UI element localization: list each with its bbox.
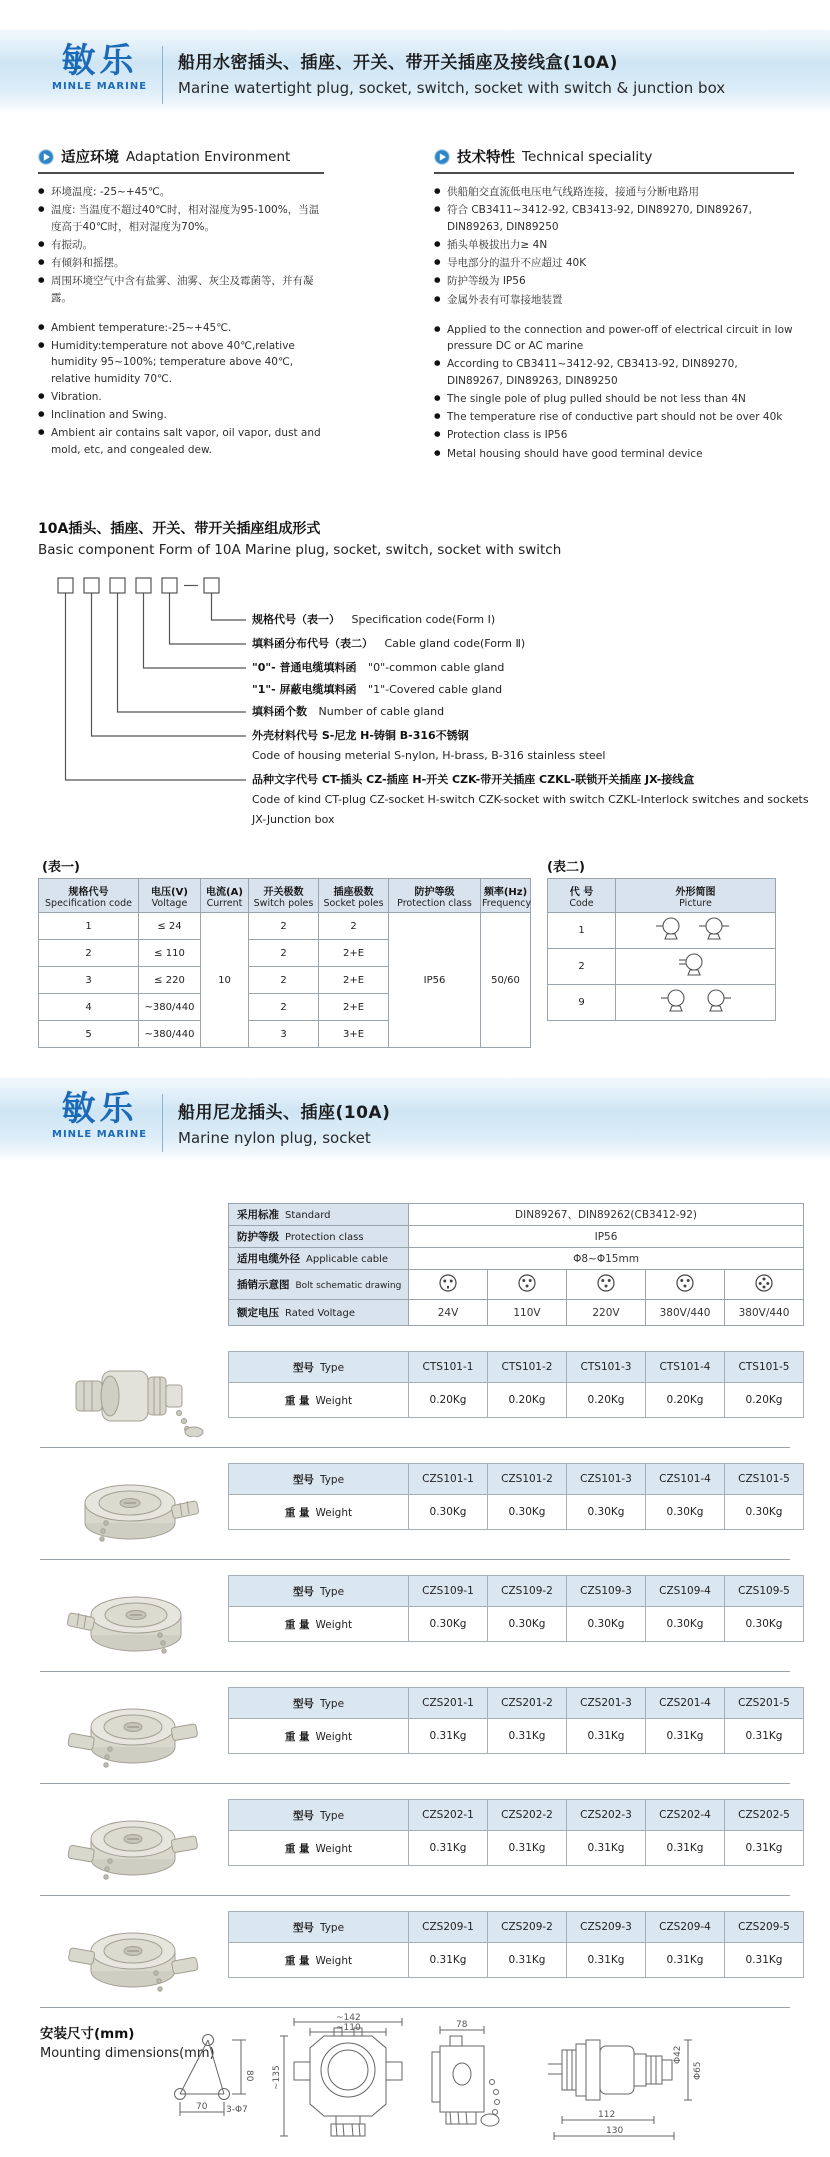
code-label-cn: 填料函个数	[252, 705, 307, 718]
technical-list-cn	[434, 184, 794, 308]
type-label: 型号 Type	[229, 1800, 409, 1831]
product-row	[0, 1783, 830, 1895]
spec-label: 防护等级 Protection class	[229, 1226, 409, 1248]
list-item: ● The single pole of plug pulled should be not less than 4N	[434, 391, 794, 407]
product-weight-row	[229, 1943, 804, 1978]
table-cell: ≤ 110	[139, 940, 201, 967]
pin-diagram-icon	[675, 1273, 695, 1293]
voltage-cell: 380V/440	[725, 1300, 804, 1326]
model-cell: CTS101-5	[725, 1352, 804, 1383]
code-label-en: Cable gland code(Form Ⅱ)	[384, 637, 526, 650]
product-photo	[58, 1905, 208, 1997]
code-label-cn: 规格代号（表一）	[252, 613, 340, 626]
table-cell: 2	[249, 967, 319, 994]
table-cell: 1	[39, 913, 139, 940]
code-label	[252, 792, 809, 807]
weight-cell: 0.30Kg	[488, 1607, 567, 1642]
spec-label: 采用标准 Standard	[229, 1204, 409, 1226]
code-label	[252, 682, 502, 697]
pin-diagram-icon	[754, 1273, 774, 1293]
model-cell: CZS101-2	[488, 1464, 567, 1495]
table-cell: 3	[249, 1021, 319, 1048]
code-label-cn: "0"- 普通电缆填料函	[252, 661, 357, 674]
code-label-cn: 外壳材料代号 S-尼龙 H-铸铜 B-316不锈钢	[252, 729, 469, 742]
adaptation-header	[38, 146, 324, 174]
spec-value: IP56	[409, 1226, 804, 1248]
header-cell: 频率(Hz) Frequency	[481, 879, 531, 913]
model-cell: CZS209-1	[409, 1912, 488, 1943]
weight-cell: 0.31Kg	[488, 1831, 567, 1866]
header-cell: 开关极数 Switch poles	[249, 879, 319, 913]
code-label	[252, 704, 444, 719]
weight-label: 重 量 Weight	[229, 1719, 409, 1754]
list-item: ● Protection class is IP56	[434, 427, 794, 443]
voltage-cell: 220V	[567, 1300, 646, 1326]
product-table	[228, 1799, 804, 1866]
pin-diagram-icon	[517, 1273, 537, 1293]
dimension-label: 3-Φ7	[226, 2105, 248, 2115]
weight-cell: 0.20Kg	[646, 1383, 725, 1418]
table-cell: ≤ 220	[139, 967, 201, 994]
section-technical	[434, 146, 794, 464]
table-cell: 2	[548, 949, 616, 985]
list-item: ● 金属外表有可靠接地装置	[434, 292, 794, 308]
product-row	[0, 1447, 830, 1559]
weight-cell: 0.30Kg	[725, 1607, 804, 1642]
table-cell: 2	[249, 913, 319, 940]
weight-cell: 0.30Kg	[567, 1495, 646, 1530]
weight-label: 重 量 Weight	[229, 1831, 409, 1866]
adaptation-title-cn: 适应环境	[61, 150, 119, 166]
dimension-label: Φ42	[673, 2045, 683, 2064]
weight-cell: 0.31Kg	[646, 1943, 725, 1978]
page-title-en: Marine watertight plug, socket, switch, socket with switch & junction box	[178, 79, 726, 97]
model-cell: CZS101-5	[725, 1464, 804, 1495]
product-photo	[58, 1793, 208, 1885]
header-cell: 规格代号 Specification code	[39, 879, 139, 913]
spec-value: DIN89267、DIN89262(CB3412-92)	[409, 1204, 804, 1226]
table-row	[229, 1300, 804, 1326]
weight-cell: 0.20Kg	[409, 1383, 488, 1418]
adaptation-title-en: Adaptation Environment	[126, 148, 291, 165]
weight-cell: 0.31Kg	[725, 1943, 804, 1978]
product-weight-row	[229, 1607, 804, 1642]
list-item: ● According to CB3411~3412-92, CB3413-92, DIN89270, DIN89267, DIN89263, DIN89250	[434, 356, 794, 389]
table-cell: 3	[39, 967, 139, 994]
header-cell: 插座极数 Socket poles	[319, 879, 389, 913]
table-cell: 2+E	[319, 967, 389, 994]
type-label: 型号 Type	[229, 1688, 409, 1719]
table-row	[229, 1204, 804, 1226]
weight-cell: 0.31Kg	[567, 1831, 646, 1866]
section-component-form	[38, 518, 809, 872]
header-cell: 防护等级 Protection class	[389, 879, 481, 913]
page-title-block	[178, 48, 778, 97]
list-item: ● Humidity:temperature not above 40℃,relative humidity 95~100%; temperature above 40℃, relative humidity 70℃.	[38, 338, 324, 387]
model-cell: CZS202-4	[646, 1800, 725, 1831]
code-label	[252, 660, 504, 675]
type-label: 型号 Type	[229, 1464, 409, 1495]
table-row	[548, 985, 776, 1021]
table-row	[548, 949, 776, 985]
form1-table	[38, 878, 531, 1048]
model-cell: CZS209-3	[567, 1912, 646, 1943]
product-photo	[58, 1681, 208, 1773]
list-item: ● 温度: 当温度不超过40℃时，相对湿度为95-100%，当温度高于40℃时，相对湿度为70%。	[38, 202, 324, 235]
table-cell: 3+E	[319, 1021, 389, 1048]
code-label	[252, 728, 477, 743]
weight-cell: 0.31Kg	[409, 1831, 488, 1866]
list-item: ● Ambient air contains salt vapor, oil vapor, dust and mold, etc, and congealed dew.	[38, 425, 324, 458]
table-header-row	[39, 879, 531, 913]
product-type-row	[229, 1576, 804, 1607]
pin-diagram-icon	[596, 1273, 616, 1293]
dimension-label: 80	[244, 2070, 254, 2082]
header-cell: 外形简图 Picture	[616, 879, 776, 913]
pin-diagram-cell	[488, 1270, 567, 1300]
product-row	[0, 1335, 830, 1447]
pin-diagram-cell	[725, 1270, 804, 1300]
model-cell: CZS109-3	[567, 1576, 646, 1607]
product-table	[228, 1911, 804, 1978]
dimension-label: ~110	[336, 2023, 361, 2033]
picture-cell	[616, 913, 776, 949]
product-row	[0, 1671, 830, 1783]
pin-diagram-cell	[567, 1270, 646, 1300]
table-cell: 2	[319, 913, 389, 940]
model-cell: CZS201-2	[488, 1688, 567, 1719]
product-row	[0, 1895, 830, 2007]
product-table	[228, 1687, 804, 1754]
pin-diagram-cell	[646, 1270, 725, 1300]
product-type-row	[229, 1464, 804, 1495]
table-cell: ≤ 24	[139, 913, 201, 940]
model-cell: CZS109-4	[646, 1576, 725, 1607]
model-cell: CTS101-4	[646, 1352, 725, 1383]
logo-en-text: MINLE MARINE	[52, 1129, 148, 1140]
product-weight-row	[229, 1831, 804, 1866]
brand-logo	[52, 41, 148, 92]
model-cell: CZS202-1	[409, 1800, 488, 1831]
code-diagram	[38, 572, 809, 872]
voltage-cell: 380V/440	[646, 1300, 725, 1326]
table-cell: 50/60	[481, 913, 531, 1048]
table-cell: 10	[201, 913, 249, 1048]
model-cell: CZS202-5	[725, 1800, 804, 1831]
adaptation-list-cn	[38, 184, 324, 306]
table-cell: 9	[548, 985, 616, 1021]
technical-title-cn: 技术特性	[457, 150, 515, 166]
model-cell: CZS201-3	[567, 1688, 646, 1719]
dimension-label: Φ65	[693, 2061, 703, 2080]
list-item: ● 有振动。	[38, 237, 324, 253]
code-label-en: "0"-common cable gland	[368, 661, 505, 674]
product-photo	[58, 1345, 208, 1437]
header-cell: 代 号 Code	[548, 879, 616, 913]
list-item: ● 有倾斜和摇摆。	[38, 255, 324, 271]
table-row	[229, 1248, 804, 1270]
table-cell: 2+E	[319, 940, 389, 967]
logo-cn-text: 敏乐	[61, 1089, 138, 1129]
technical-title-en: Technical speciality	[522, 148, 653, 165]
list-item: ● Vibration.	[38, 389, 324, 405]
model-cell: CZS101-1	[409, 1464, 488, 1495]
weight-cell: 0.31Kg	[725, 1719, 804, 1754]
code-label	[252, 748, 605, 763]
code-label-cn: 填料函分布代号（表二）	[252, 637, 373, 650]
list-item: ● 环境温度: -25~+45℃。	[38, 184, 324, 200]
model-cell: CTS101-3	[567, 1352, 646, 1383]
model-cell: CZS202-2	[488, 1800, 567, 1831]
list-item: ● 插头单极拔出力≥ 4N	[434, 237, 794, 253]
section-bullet-icon	[434, 149, 450, 165]
type-label: 型号 Type	[229, 1912, 409, 1943]
dimension-label: 78	[456, 2020, 468, 2030]
voltage-cell: 110V	[488, 1300, 567, 1326]
list-item: ● 导电部分的温升不应超过 40K	[434, 255, 794, 271]
section-adaptation	[38, 146, 324, 460]
code-label	[252, 612, 495, 627]
table-row	[548, 913, 776, 949]
spec-label: 插销示意图 Bolt schematic drawing	[229, 1270, 409, 1300]
page-title-cn: 船用尼龙插头、插座(10A)	[178, 1103, 391, 1123]
list-item: ● Ambient temperature:-25~+45℃.	[38, 320, 324, 336]
model-cell: CZS209-5	[725, 1912, 804, 1943]
voltage-cell: 24V	[409, 1300, 488, 1326]
weight-cell: 0.31Kg	[409, 1943, 488, 1978]
spec-label: 适用电缆外径 Applicable cable	[229, 1248, 409, 1270]
section-bullet-icon	[38, 149, 54, 165]
page-title-block	[178, 1098, 778, 1147]
model-cell: CZS209-2	[488, 1912, 567, 1943]
weight-cell: 0.31Kg	[488, 1719, 567, 1754]
form2-table	[547, 878, 776, 1021]
form1-caption: (表一)	[42, 860, 80, 875]
type-label: 型号 Type	[229, 1352, 409, 1383]
code-label-en: "1"-Covered cable gland	[368, 683, 503, 696]
mounting-drawings	[128, 2012, 788, 2152]
product-type-row	[229, 1912, 804, 1943]
pin-diagram-icon	[438, 1273, 458, 1293]
header-cell: 电压(V) Voltage	[139, 879, 201, 913]
dimension-label: ~135	[272, 2065, 282, 2090]
code-label-cn: "1"- 屏蔽电缆填料函	[252, 683, 357, 696]
table-cell: 1	[548, 913, 616, 949]
model-cell: CZS109-2	[488, 1576, 567, 1607]
list-item: ● Metal housing should have good terminal device	[434, 446, 794, 462]
model-cell: CZS109-1	[409, 1576, 488, 1607]
weight-label: 重 量 Weight	[229, 1495, 409, 1530]
weight-cell: 0.30Kg	[646, 1607, 725, 1642]
model-cell: CZS201-5	[725, 1688, 804, 1719]
logo-en-text: MINLE MARINE	[52, 81, 148, 92]
code-label-cn: 品种文字代号 CT-插头 CZ-插座 H-开关 CZK-带开关插座 CZKL-联锁开关插座 JX-接线盒	[252, 773, 695, 786]
page-title-cn: 船用水密插头、插座、开关、带开关插座及接线盒(10A)	[178, 53, 618, 73]
weight-cell: 0.31Kg	[567, 1719, 646, 1754]
spec-label: 额定电压 Rated Voltage	[229, 1300, 409, 1326]
weight-cell: 0.31Kg	[646, 1831, 725, 1866]
model-cell: CZS209-4	[646, 1912, 725, 1943]
code-label-en: Code of housing meterial S-nylon, H-brass, B-316 stainless steel	[252, 749, 606, 762]
product-weight-row	[229, 1383, 804, 1418]
table-cell: ~380/440	[139, 1021, 201, 1048]
weight-label: 重 量 Weight	[229, 1383, 409, 1418]
adaptation-list-en	[38, 320, 324, 458]
dimension-label: 130	[606, 2126, 624, 2136]
page-title-en: Marine nylon plug, socket	[178, 1129, 371, 1147]
product-weight-row	[229, 1495, 804, 1530]
table-row	[39, 913, 531, 940]
model-cell: CZS202-3	[567, 1800, 646, 1831]
list-item: ● 周围环境空气中含有盐雾、油雾、灰尘及霉菌等，并有凝露。	[38, 273, 324, 306]
header-divider	[162, 46, 163, 104]
dimension-label: 112	[598, 2110, 616, 2120]
weight-cell: 0.30Kg	[409, 1607, 488, 1642]
weight-cell: 0.20Kg	[567, 1383, 646, 1418]
weight-cell: 0.31Kg	[409, 1719, 488, 1754]
table-cell: 2	[249, 940, 319, 967]
pin-diagram-cell	[409, 1270, 488, 1300]
header-divider	[162, 1094, 163, 1152]
code-label-en: Code of kind CT-plug CZ-socket H-switch CZK-socket with switch CZKL-Interlock switches and sockets	[252, 793, 809, 806]
list-item: ● 供船舶交直流低电压电气线路连接，接通与分断电路用	[434, 184, 794, 200]
spec-table	[228, 1203, 804, 1326]
model-cell: CZS101-3	[567, 1464, 646, 1495]
table-cell: 2+E	[319, 994, 389, 1021]
weight-cell: 0.30Kg	[409, 1495, 488, 1530]
logo-cn-text: 敏乐	[61, 41, 138, 81]
picture-cell	[616, 985, 776, 1021]
model-cell: CTS101-2	[488, 1352, 567, 1383]
product-weight-row	[229, 1719, 804, 1754]
code-label	[252, 772, 702, 787]
weight-cell: 0.20Kg	[725, 1383, 804, 1418]
table-cell: ~380/440	[139, 994, 201, 1021]
socket-outline-icon	[646, 987, 746, 1015]
code-label	[252, 636, 525, 651]
model-cell: CZS109-5	[725, 1576, 804, 1607]
socket-outline-icon	[646, 951, 746, 979]
table-cell: 2	[39, 940, 139, 967]
table-row	[229, 1226, 804, 1248]
product-type-row	[229, 1688, 804, 1719]
mounting-title-cn: 安装尺寸(mm)	[40, 2026, 135, 2042]
table-row	[229, 1270, 804, 1300]
code-label-en: JX-Junction box	[252, 813, 335, 826]
weight-cell: 0.30Kg	[725, 1495, 804, 1530]
component-title-cn: 10A插头、插座、开关、带开关插座组成形式	[38, 521, 321, 537]
table-cell: 4	[39, 994, 139, 1021]
mounting-title-en: Mounting dimensions(mm)	[40, 2046, 215, 2061]
code-label-en: Specification code(Form Ⅰ)	[351, 613, 496, 626]
product-type-row	[229, 1800, 804, 1831]
table-header-row	[548, 879, 776, 913]
dimension-label: 70	[196, 2102, 208, 2112]
product-row	[0, 1559, 830, 1671]
product-type-row	[229, 1352, 804, 1383]
weight-cell: 0.31Kg	[488, 1943, 567, 1978]
brand-logo	[52, 1089, 148, 1140]
model-cell: CZS201-4	[646, 1688, 725, 1719]
separator-line	[40, 2007, 790, 2008]
table-cell: 5	[39, 1021, 139, 1048]
technical-list-en	[434, 322, 794, 462]
type-label: 型号 Type	[229, 1576, 409, 1607]
weight-label: 重 量 Weight	[229, 1943, 409, 1978]
header-cell: 电流(A) Current	[201, 879, 249, 913]
weight-label: 重 量 Weight	[229, 1607, 409, 1642]
component-title-en: Basic component Form of 10A Marine plug, socket, switch, socket with switch	[38, 542, 562, 558]
weight-cell: 0.31Kg	[646, 1719, 725, 1754]
weight-cell: 0.30Kg	[488, 1495, 567, 1530]
list-item: ● Applied to the connection and power-off of electrical circuit in low pressure DC or AC marine	[434, 322, 794, 355]
list-item: ● Inclination and Swing.	[38, 407, 324, 423]
form2-caption: (表二)	[547, 860, 585, 875]
weight-cell: 0.30Kg	[567, 1607, 646, 1642]
socket-outline-icon	[646, 915, 746, 943]
model-cell: CTS101-1	[409, 1352, 488, 1383]
list-item: ● The temperature rise of conductive part should not be over 40k	[434, 409, 794, 425]
weight-cell: 0.31Kg	[725, 1831, 804, 1866]
model-cell: CZS201-1	[409, 1688, 488, 1719]
picture-cell	[616, 949, 776, 985]
list-item: ● 防护等级为 IP56	[434, 273, 794, 289]
model-cell: CZS101-4	[646, 1464, 725, 1495]
product-photo	[58, 1569, 208, 1661]
weight-cell: 0.20Kg	[488, 1383, 567, 1418]
weight-cell: 0.30Kg	[646, 1495, 725, 1530]
table-cell: 2	[249, 994, 319, 1021]
product-table	[228, 1463, 804, 1530]
table-cell: IP56	[389, 913, 481, 1048]
product-table	[228, 1575, 804, 1642]
code-label	[252, 812, 335, 827]
list-item: ● 符合 CB3411~3412-92, CB3413-92, DIN89270, DIN89267, DIN89263, DIN89250	[434, 202, 794, 235]
product-table	[228, 1351, 804, 1418]
product-photo	[58, 1457, 208, 1549]
technical-header	[434, 146, 794, 174]
code-label-en: Number of cable gland	[318, 705, 445, 718]
spec-value: Φ8~Φ15mm	[409, 1248, 804, 1270]
weight-cell: 0.31Kg	[567, 1943, 646, 1978]
dimension-label: ~142	[336, 2013, 361, 2023]
